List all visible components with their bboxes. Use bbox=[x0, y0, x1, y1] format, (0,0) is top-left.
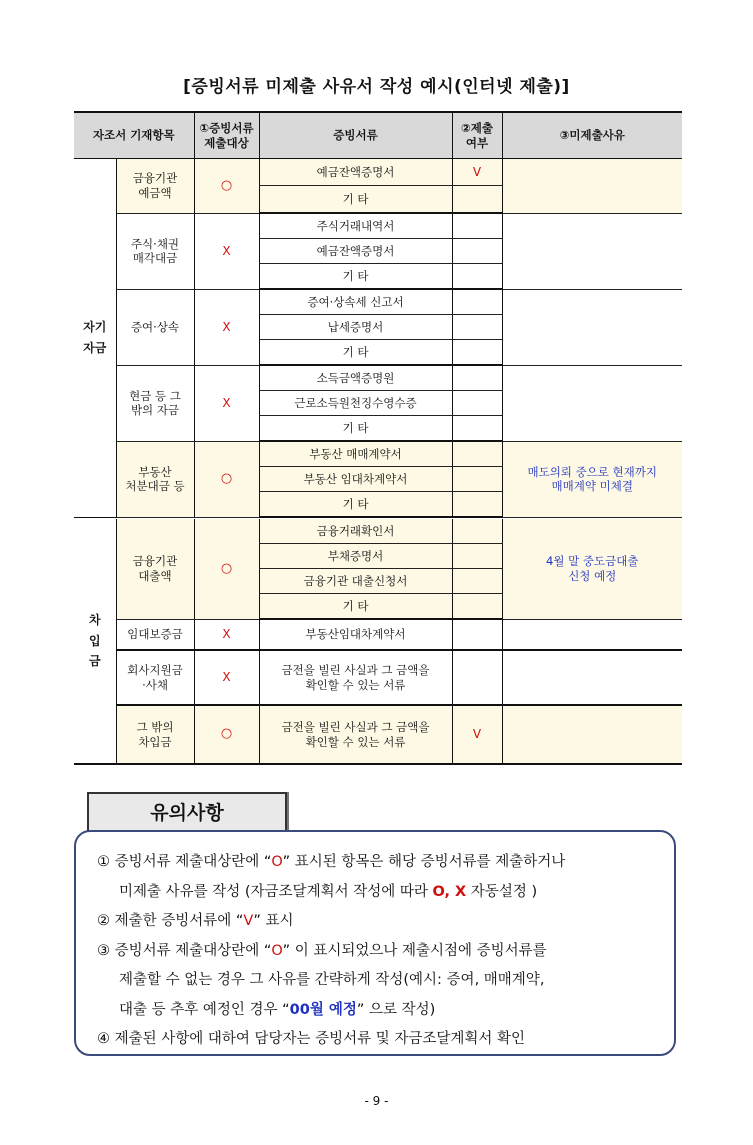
submitted-cell bbox=[452, 186, 502, 214]
item-label: 현금 등 그 밖의 자금 bbox=[116, 365, 194, 441]
doc-cell: 주식거래내역서 bbox=[259, 213, 452, 239]
doc-cell: 납세증명서 bbox=[259, 315, 452, 340]
header-item: 자조서 기재항목 bbox=[74, 112, 194, 159]
target-mark: ○ bbox=[194, 441, 259, 517]
submitted-cell bbox=[452, 544, 502, 569]
doc-cell: 소득금액증명원 bbox=[259, 365, 452, 391]
header-submitted: ②제출 여부 bbox=[452, 112, 502, 159]
item-label: 금융기관 대출액 bbox=[116, 519, 194, 619]
doc-cell: 증여·상속세 신고서 bbox=[259, 289, 452, 315]
target-mark: ○ bbox=[194, 519, 259, 619]
target-mark: ○ bbox=[194, 159, 259, 214]
doc-cell: 기 타 bbox=[259, 416, 452, 442]
doc-cell: 부채증명서 bbox=[259, 544, 452, 569]
table-header-row bbox=[74, 112, 682, 159]
borrow-table bbox=[74, 519, 682, 765]
doc-cell: 예금잔액증명서 bbox=[259, 239, 452, 264]
submitted-cell bbox=[452, 340, 502, 366]
target-mark: X bbox=[194, 365, 259, 441]
doc-cell: 기 타 bbox=[259, 340, 452, 366]
doc-cell: 근로소득원천징수영수증 bbox=[259, 391, 452, 416]
table-row bbox=[74, 650, 682, 705]
submitted-cell bbox=[452, 441, 502, 467]
item-label: 주식·채권 매각대금 bbox=[116, 213, 194, 289]
item-label: 그 밖의 차입금 bbox=[116, 705, 194, 764]
evidence-table bbox=[74, 111, 682, 518]
submitted-cell bbox=[452, 239, 502, 264]
table-row bbox=[74, 519, 682, 544]
reason-cell bbox=[502, 650, 682, 705]
notice-item: ③ 증빙서류 제출대상란에 “O” 이 표시되었으나 제출시점에 증빙서류를 bbox=[97, 942, 547, 959]
submitted-mark: V bbox=[452, 159, 502, 186]
table-row bbox=[74, 619, 682, 650]
doc-cell: 부동산임대차계약서 bbox=[259, 619, 452, 650]
table-row bbox=[74, 289, 682, 315]
item-label: 회사지원금 ·사채 bbox=[116, 650, 194, 705]
doc-cell: 기 타 bbox=[259, 186, 452, 214]
header-doc: 증빙서류 bbox=[259, 112, 452, 159]
doc-cell: 부동산 매매계약서 bbox=[259, 441, 452, 467]
submitted-cell bbox=[452, 619, 502, 650]
doc-cell: 금융기관 대출신청서 bbox=[259, 569, 452, 594]
submitted-cell bbox=[452, 416, 502, 442]
target-mark: X bbox=[194, 650, 259, 705]
category-own: 자기 자금 bbox=[74, 159, 116, 518]
page-title: [증빙서류 미제출 사유서 작성 예시(인터넷 제출)] bbox=[183, 77, 570, 97]
reason-cell bbox=[502, 705, 682, 764]
submitted-cell bbox=[452, 264, 502, 290]
submitted-cell bbox=[452, 289, 502, 315]
notice-item-cont: 제출할 수 없는 경우 그 사유를 간략하게 작성(예시: 증여, 매매계약, bbox=[119, 972, 545, 988]
doc-cell: 기 타 bbox=[259, 594, 452, 620]
doc-cell: 금전을 빌린 사실과 그 금액을 확인할 수 있는 서류 bbox=[259, 650, 452, 705]
reason-cell bbox=[502, 365, 682, 441]
submitted-cell bbox=[452, 213, 502, 239]
table-row bbox=[74, 213, 682, 239]
submitted-cell bbox=[452, 650, 502, 705]
notice-item: ① 증빙서류 제출대상란에 “O” 표시된 항목은 해당 증빙서류를 제출하거나 bbox=[97, 854, 566, 870]
submitted-cell bbox=[452, 315, 502, 340]
submitted-cell bbox=[452, 594, 502, 620]
table-row bbox=[74, 365, 682, 391]
doc-cell: 기 타 bbox=[259, 492, 452, 518]
notice-item: ④ 제출된 사항에 대하여 담당자는 증빙서류 및 자금조달계획서 확인 bbox=[97, 1031, 526, 1047]
doc-cell: 금전을 빌린 사실과 그 금액을 확인할 수 있는 서류 bbox=[259, 705, 452, 764]
submitted-cell bbox=[452, 569, 502, 594]
table-row bbox=[74, 441, 682, 467]
notice-list bbox=[97, 848, 667, 1055]
target-mark: X bbox=[194, 619, 259, 650]
submitted-cell bbox=[452, 519, 502, 544]
notice-heading: 유의사항 bbox=[87, 792, 287, 832]
table-row bbox=[74, 705, 682, 764]
notice-item: ② 제출한 증빙서류에 “V” 표시 bbox=[97, 913, 294, 929]
doc-cell: 금융거래확인서 bbox=[259, 519, 452, 544]
header-reason: ③미제출사유 bbox=[502, 112, 682, 159]
doc-cell: 예금잔액증명서 bbox=[259, 159, 452, 186]
item-label: 금융기관 예금액 bbox=[116, 159, 194, 214]
reason-cell: 4월 말 중도금대출 신청 예정 bbox=[502, 519, 682, 619]
reason-cell: 매도의뢰 중으로 현재까지 매매계약 미체결 bbox=[502, 441, 682, 517]
doc-cell: 기 타 bbox=[259, 264, 452, 290]
target-mark: X bbox=[194, 289, 259, 365]
notice-item-cont: 대출 등 추후 예정인 경우 “00월 예정” 으로 작성) bbox=[119, 1001, 436, 1018]
page-number: - 9 - bbox=[364, 1094, 389, 1108]
target-mark: X bbox=[194, 213, 259, 289]
target-mark: ○ bbox=[194, 705, 259, 764]
reason-cell bbox=[502, 289, 682, 365]
submitted-cell bbox=[452, 492, 502, 518]
submitted-cell bbox=[452, 391, 502, 416]
category-borrow: 차 입 금 bbox=[74, 519, 116, 764]
item-label: 증여·상속 bbox=[116, 289, 194, 365]
reason-cell bbox=[502, 213, 682, 289]
reason-cell bbox=[502, 159, 682, 214]
doc-cell: 부동산 임대차계약서 bbox=[259, 467, 452, 492]
notice-item-cont: 미제출 사유를 작성 (자금조달계획서 작성에 따라 O, X 자동설정 ) bbox=[119, 883, 538, 900]
item-label: 부동산 처분대금 등 bbox=[116, 441, 194, 517]
header-target: ①증빙서류 제출대상 bbox=[194, 112, 259, 159]
submitted-cell bbox=[452, 467, 502, 492]
reason-cell bbox=[502, 619, 682, 650]
table-row bbox=[74, 159, 682, 186]
item-label: 임대보증금 bbox=[116, 619, 194, 650]
submitted-mark: V bbox=[452, 705, 502, 764]
submitted-cell bbox=[452, 365, 502, 391]
